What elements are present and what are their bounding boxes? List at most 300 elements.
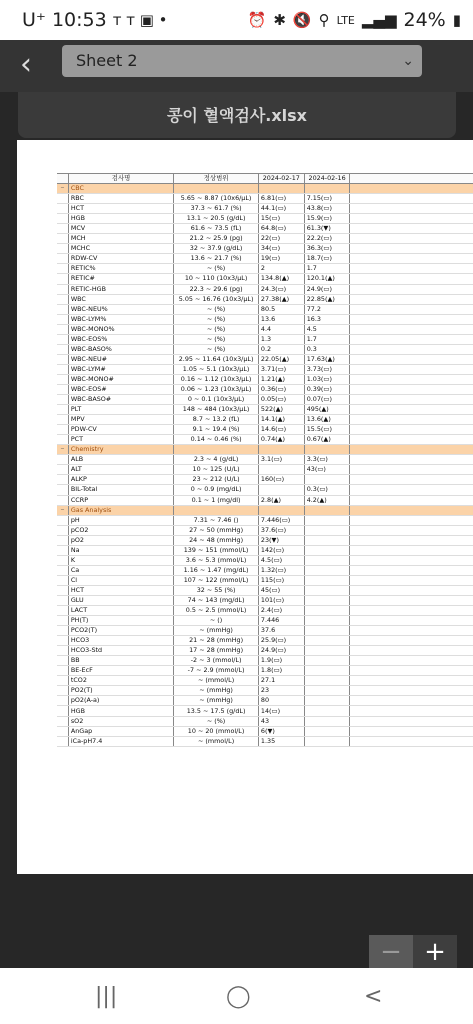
- cell-test-name[interactable]: WBC-NEU#: [68, 354, 173, 364]
- recents-button[interactable]: |||: [95, 984, 118, 1009]
- cell-date-2[interactable]: 17.63(▲): [304, 354, 350, 364]
- cell-date-1[interactable]: 27.1: [258, 676, 304, 686]
- row-gutter: [57, 646, 68, 656]
- cell-normal-range[interactable]: 3.6 ~ 5.3 (mmol/L): [174, 555, 259, 565]
- cell-normal-range[interactable]: ~ (%): [174, 344, 259, 354]
- status-bar: [0, 0, 473, 40]
- row-gutter: [57, 384, 68, 394]
- cell-normal-range[interactable]: [174, 505, 259, 515]
- cell-test-name[interactable]: BB: [68, 656, 173, 666]
- cell-test-name[interactable]: Ca: [68, 565, 173, 575]
- table-row: [57, 595, 473, 605]
- cell-date-1[interactable]: 44.1(▭): [258, 204, 304, 214]
- table-row: [57, 666, 473, 676]
- row-gutter: [57, 344, 68, 354]
- table-row: [57, 264, 473, 274]
- cell-test-name[interactable]: HCO3-Std: [68, 646, 173, 656]
- cell-normal-range[interactable]: ~ (mmol/L): [174, 676, 259, 686]
- cell-test-name[interactable]: HGB: [68, 706, 173, 716]
- cell-normal-range[interactable]: 10 ~ 20 (mmol/L): [174, 726, 259, 736]
- cell-normal-range[interactable]: ~ (mmol/L): [174, 736, 259, 746]
- row-gutter: [57, 234, 68, 244]
- cell-normal-range[interactable]: 61.6 ~ 73.5 (fL): [174, 224, 259, 234]
- row-gutter: [57, 696, 68, 706]
- cell-date-2[interactable]: 61.3(▼): [304, 224, 350, 234]
- cell-date-2[interactable]: [304, 525, 350, 535]
- cell-normal-range[interactable]: 0.06 ~ 1.23 (10x3/μL): [174, 384, 259, 394]
- cell-date-1[interactable]: 115(▭): [258, 575, 304, 585]
- zoom-out-button[interactable]: −: [369, 935, 413, 971]
- cell-test-name[interactable]: PCT: [68, 435, 173, 445]
- cell-date-1[interactable]: 80.5: [258, 304, 304, 314]
- row-gutter: [57, 224, 68, 234]
- cell-normal-range[interactable]: 7.31 ~ 7.46 (): [174, 515, 259, 525]
- cell-normal-range[interactable]: ~ (mmHg): [174, 626, 259, 636]
- cell-date-2[interactable]: 0.67(▲): [304, 435, 350, 445]
- table-row: [57, 395, 473, 405]
- cell-test-name[interactable]: MPV: [68, 415, 173, 425]
- chevron-down-icon: ⌄: [402, 53, 414, 69]
- cell-date-2[interactable]: [304, 565, 350, 575]
- cell-date-1[interactable]: 2: [258, 264, 304, 274]
- cell-date-1[interactable]: 0.74(▲): [258, 435, 304, 445]
- cell-date-2[interactable]: [304, 184, 350, 194]
- header-date-1: 2024-02-17: [258, 174, 304, 184]
- cell-normal-range[interactable]: ~ (%): [174, 314, 259, 324]
- cell-date-2[interactable]: [304, 666, 350, 676]
- cell-date-1[interactable]: 134.8(▲): [258, 274, 304, 284]
- cell-date-1[interactable]: 0.2: [258, 344, 304, 354]
- cell-date-2[interactable]: 495(▲): [304, 405, 350, 415]
- row-gutter: [57, 455, 68, 465]
- table-row: [57, 435, 473, 445]
- cell-date-2[interactable]: [304, 535, 350, 545]
- cell-normal-range[interactable]: 13.5 ~ 17.5 (g/dL): [174, 706, 259, 716]
- table-row: [57, 294, 473, 304]
- cell-test-name[interactable]: MCHC: [68, 244, 173, 254]
- cell-test-name[interactable]: PCO2(T): [68, 626, 173, 636]
- cell-normal-range[interactable]: 21 ~ 28 (mmHg): [174, 636, 259, 646]
- cell-test-name[interactable]: WBC-LYM%: [68, 314, 173, 324]
- cell-test-name[interactable]: HCT: [68, 204, 173, 214]
- cell-normal-range[interactable]: 22.3 ~ 29.6 (pg): [174, 284, 259, 294]
- cell-normal-range[interactable]: 10 ~ 125 (U/L): [174, 465, 259, 475]
- cell-normal-range[interactable]: ~ (mmHg): [174, 696, 259, 706]
- cell-date-2[interactable]: 15.5(▭): [304, 425, 350, 435]
- cell-date-2[interactable]: [304, 656, 350, 666]
- cell-normal-range[interactable]: -7 ~ 2.9 (mmol/L): [174, 666, 259, 676]
- cell-test-name[interactable]: PH(T): [68, 616, 173, 626]
- cell-test-name[interactable]: ALT: [68, 465, 173, 475]
- cell-date-1[interactable]: 4.4: [258, 324, 304, 334]
- cell-date-2[interactable]: [304, 626, 350, 636]
- row-gutter: [57, 736, 68, 746]
- cell-normal-range[interactable]: 0.16 ~ 1.12 (10x3/μL): [174, 374, 259, 384]
- sheet-page[interactable]: [17, 140, 473, 874]
- cell-date-2[interactable]: 13.6(▲): [304, 415, 350, 425]
- cell-normal-range[interactable]: 2.95 ~ 11.64 (10x3/μL): [174, 354, 259, 364]
- cell-date-2[interactable]: 18.7(▭): [304, 254, 350, 264]
- row-gutter: [57, 284, 68, 294]
- table-row: [57, 254, 473, 264]
- cell-date-2[interactable]: 15.9(▭): [304, 214, 350, 224]
- cell-date-2[interactable]: [304, 636, 350, 646]
- cell-test-name[interactable]: WBC-EOS%: [68, 334, 173, 344]
- cell-normal-range[interactable]: 0 ~ 0.1 (10x3/μL): [174, 395, 259, 405]
- cell-date-2[interactable]: [304, 726, 350, 736]
- cell-normal-range[interactable]: 32 ~ 37.9 (g/dL): [174, 244, 259, 254]
- cell-test-name[interactable]: RETIC-HGB: [68, 284, 173, 294]
- cell-date-1[interactable]: 14.1(▲): [258, 415, 304, 425]
- table-row: [57, 585, 473, 595]
- cell-normal-range[interactable]: ~ (): [174, 616, 259, 626]
- cell-normal-range[interactable]: 13.6 ~ 21.7 (%): [174, 254, 259, 264]
- cell-date-1[interactable]: [258, 184, 304, 194]
- cell-date-1[interactable]: 1.8(▭): [258, 666, 304, 676]
- collapse-toggle[interactable]: −: [57, 184, 68, 194]
- cell-date-1[interactable]: 24.3(▭): [258, 284, 304, 294]
- cell-date-2[interactable]: 0.07(▭): [304, 395, 350, 405]
- cell-date-1[interactable]: 22(▭): [258, 234, 304, 244]
- collapse-toggle[interactable]: −: [57, 505, 68, 515]
- cell-test-name[interactable]: Cl: [68, 575, 173, 585]
- cell-date-1[interactable]: 7.446: [258, 616, 304, 626]
- cell-date-1[interactable]: 19(▭): [258, 254, 304, 264]
- cell-test-name[interactable]: Na: [68, 545, 173, 555]
- carrier-label: U⁺: [22, 9, 46, 31]
- table-row: [57, 405, 473, 415]
- cell-date-2[interactable]: [304, 706, 350, 716]
- cell-normal-range[interactable]: 107 ~ 122 (mmol/L): [174, 575, 259, 585]
- cell-date-1[interactable]: 43: [258, 716, 304, 726]
- cell-test-name[interactable]: Chemistry: [68, 445, 173, 455]
- cell-test-name[interactable]: CBC: [68, 184, 173, 194]
- row-gutter: [57, 254, 68, 264]
- cell-normal-range[interactable]: 5.65 ~ 8.87 (10x6/μL): [174, 194, 259, 204]
- cell-date-1[interactable]: 23: [258, 686, 304, 696]
- table-row: [57, 646, 473, 656]
- cell-date-1[interactable]: [258, 485, 304, 495]
- section-row: [57, 445, 473, 455]
- cell-test-name[interactable]: WBC-EOS#: [68, 384, 173, 394]
- cell-date-2[interactable]: [304, 646, 350, 656]
- cell-date-2[interactable]: [304, 475, 350, 485]
- row-gutter: [57, 716, 68, 726]
- cell-date-2[interactable]: [304, 575, 350, 585]
- cell-normal-range[interactable]: ~ (%): [174, 334, 259, 344]
- cell-date-2[interactable]: [304, 545, 350, 555]
- cell-normal-range[interactable]: 24 ~ 48 (mmHg): [174, 535, 259, 545]
- cell-date-1[interactable]: [258, 465, 304, 475]
- row-gutter: [57, 575, 68, 585]
- cell-date-1[interactable]: 7.446(▭): [258, 515, 304, 525]
- table-row: [57, 455, 473, 465]
- cell-date-2[interactable]: 0.3(▭): [304, 485, 350, 495]
- row-gutter: [57, 204, 68, 214]
- cell-test-name[interactable]: WBC-BASO#: [68, 395, 173, 405]
- file-title-bar: [18, 92, 456, 138]
- table-row: [57, 515, 473, 525]
- cell-date-2[interactable]: 1.7: [304, 334, 350, 344]
- cell-date-1[interactable]: 37.6(▭): [258, 525, 304, 535]
- table-row: [57, 314, 473, 324]
- cell-test-name[interactable]: WBC-BASO%: [68, 344, 173, 354]
- cell-normal-range[interactable]: -2 ~ 3 (mmol/L): [174, 656, 259, 666]
- table-row: [57, 575, 473, 585]
- cell-date-1[interactable]: 15(▭): [258, 214, 304, 224]
- cell-date-1[interactable]: 4.5(▭): [258, 555, 304, 565]
- cell-date-1[interactable]: [258, 505, 304, 515]
- cell-normal-range[interactable]: 17 ~ 28 (mmHg): [174, 646, 259, 656]
- cell-date-1[interactable]: [258, 445, 304, 455]
- cell-date-2[interactable]: 7.15(▭): [304, 194, 350, 204]
- cell-date-2[interactable]: 3.3(▭): [304, 455, 350, 465]
- cell-date-2[interactable]: [304, 445, 350, 455]
- cell-normal-range[interactable]: 10 ~ 110 (10x3/μL): [174, 274, 259, 284]
- cell-date-1[interactable]: 3.1(▭): [258, 455, 304, 465]
- cell-test-name[interactable]: ALB: [68, 455, 173, 465]
- cell-normal-range[interactable]: ~ (%): [174, 324, 259, 334]
- cell-date-1[interactable]: 2.8(▲): [258, 495, 304, 505]
- cell-date-1[interactable]: 24.9(▭): [258, 646, 304, 656]
- cell-date-2[interactable]: 16.3: [304, 314, 350, 324]
- cell-test-name[interactable]: RETIC#: [68, 274, 173, 284]
- cell-date-1[interactable]: 160(▭): [258, 475, 304, 485]
- table-row: [57, 726, 473, 736]
- back-button[interactable]: [12, 48, 40, 82]
- cell-normal-range[interactable]: 0.5 ~ 2.5 (mmol/L): [174, 606, 259, 616]
- cell-test-name[interactable]: WBC-MONO%: [68, 324, 173, 334]
- cell-normal-range[interactable]: 148 ~ 484 (10x3/μL): [174, 405, 259, 415]
- cell-date-2[interactable]: [304, 676, 350, 686]
- cell-normal-range[interactable]: [174, 445, 259, 455]
- cell-test-name[interactable]: iCa-pH7.4: [68, 736, 173, 746]
- cell-normal-range[interactable]: 0 ~ 0.9 (mg/dL): [174, 485, 259, 495]
- table-row: [57, 686, 473, 696]
- cell-normal-range[interactable]: ~ (%): [174, 264, 259, 274]
- cell-normal-range[interactable]: 9.1 ~ 19.4 (%): [174, 425, 259, 435]
- cell-date-1[interactable]: 23(▼): [258, 535, 304, 545]
- cell-date-1[interactable]: 34(▭): [258, 244, 304, 254]
- cell-normal-range[interactable]: 2.3 ~ 4 (g/dL): [174, 455, 259, 465]
- cell-date-2[interactable]: [304, 686, 350, 696]
- cell-test-name[interactable]: pO2(A-a): [68, 696, 173, 706]
- row-gutter: [57, 425, 68, 435]
- cell-date-2[interactable]: [304, 736, 350, 746]
- row-gutter: [57, 354, 68, 364]
- cell-date-2[interactable]: [304, 505, 350, 515]
- header-test-name: 검사명: [68, 174, 173, 184]
- cell-test-name[interactable]: RBC: [68, 194, 173, 204]
- row-gutter: [57, 666, 68, 676]
- cell-test-name[interactable]: MCH: [68, 234, 173, 244]
- cell-test-name[interactable]: RDW-CV: [68, 254, 173, 264]
- cell-normal-range[interactable]: ~ (%): [174, 304, 259, 314]
- cell-date-1[interactable]: 6.81(▭): [258, 194, 304, 204]
- nav-back-button[interactable]: <: [364, 984, 383, 1009]
- table-row: [57, 716, 473, 726]
- cell-date-2[interactable]: 120.1(▲): [304, 274, 350, 284]
- cell-date-2[interactable]: [304, 585, 350, 595]
- zoom-in-button[interactable]: +: [413, 935, 457, 971]
- table-row: [57, 495, 473, 505]
- bluetooth-icon: ✱: [273, 11, 286, 29]
- table-row: [57, 214, 473, 224]
- cell-test-name[interactable]: HGB: [68, 214, 173, 224]
- cell-date-1[interactable]: 25.9(▭): [258, 636, 304, 646]
- cell-date-1[interactable]: 0.36(▭): [258, 384, 304, 394]
- cell-date-2[interactable]: [304, 515, 350, 525]
- cell-normal-range[interactable]: 5.05 ~ 16.76 (10x3/μL): [174, 294, 259, 304]
- cell-test-name[interactable]: WBC: [68, 294, 173, 304]
- cell-normal-range[interactable]: 74 ~ 143 (mg/dL): [174, 595, 259, 605]
- cell-test-name[interactable]: MCV: [68, 224, 173, 234]
- table-row: [57, 706, 473, 716]
- table-row: [57, 606, 473, 616]
- cell-test-name[interactable]: pH: [68, 515, 173, 525]
- cell-date-2[interactable]: 3.73(▭): [304, 364, 350, 374]
- cell-date-1[interactable]: 6(▼): [258, 726, 304, 736]
- cell-normal-range[interactable]: 8.7 ~ 13.2 (fL): [174, 415, 259, 425]
- cell-normal-range[interactable]: [174, 184, 259, 194]
- cell-normal-range[interactable]: 27 ~ 50 (mmHg): [174, 525, 259, 535]
- cell-test-name[interactable]: pO2: [68, 535, 173, 545]
- cell-normal-range[interactable]: 1.05 ~ 5.1 (10x3/μL): [174, 364, 259, 374]
- row-gutter: [57, 726, 68, 736]
- cell-date-1[interactable]: 0.05(▭): [258, 395, 304, 405]
- cell-test-name[interactable]: PLT: [68, 405, 173, 415]
- cell-test-name[interactable]: Gas Analysis: [68, 505, 173, 515]
- cell-normal-range[interactable]: 0.14 ~ 0.46 (%): [174, 435, 259, 445]
- cell-normal-range[interactable]: 13.1 ~ 20.5 (g/dL): [174, 214, 259, 224]
- cell-date-1[interactable]: 45(▭): [258, 585, 304, 595]
- cell-date-1[interactable]: 1.35: [258, 736, 304, 746]
- cell-date-1[interactable]: 1.21(▲): [258, 374, 304, 384]
- cell-normal-range[interactable]: 37.3 ~ 61.7 (%): [174, 204, 259, 214]
- cell-test-name[interactable]: BE-EcF: [68, 666, 173, 676]
- table-row: [57, 334, 473, 344]
- row-gutter: [57, 616, 68, 626]
- cell-test-name[interactable]: tCO2: [68, 676, 173, 686]
- row-gutter: [57, 314, 68, 324]
- cell-date-1[interactable]: 1.9(▭): [258, 656, 304, 666]
- cell-test-name[interactable]: RETIC%: [68, 264, 173, 274]
- cell-test-name[interactable]: GLU: [68, 595, 173, 605]
- cell-test-name[interactable]: WBC-NEU%: [68, 304, 173, 314]
- cell-date-1[interactable]: 3.71(▭): [258, 364, 304, 374]
- sheet-selector[interactable]: [62, 45, 422, 77]
- cell-date-2[interactable]: 1.7: [304, 264, 350, 274]
- cell-date-1[interactable]: 80: [258, 696, 304, 706]
- cell-date-2[interactable]: 22.85(▲): [304, 294, 350, 304]
- cell-date-1[interactable]: 14(▭): [258, 706, 304, 716]
- cell-date-2[interactable]: [304, 595, 350, 605]
- cell-normal-range[interactable]: ~ (%): [174, 716, 259, 726]
- cell-date-2[interactable]: 43(▭): [304, 465, 350, 475]
- cell-test-name[interactable]: PO2(T): [68, 686, 173, 696]
- cell-normal-range[interactable]: 0.1 ~ 1 (mg/dl): [174, 495, 259, 505]
- cell-test-name[interactable]: PDW-CV: [68, 425, 173, 435]
- table-row: [57, 234, 473, 244]
- cell-date-2[interactable]: 36.3(▭): [304, 244, 350, 254]
- cell-test-name[interactable]: sO2: [68, 716, 173, 726]
- cell-test-name[interactable]: WBC-MONO#: [68, 374, 173, 384]
- cell-test-name[interactable]: BIL-Total: [68, 485, 173, 495]
- row-gutter: [57, 324, 68, 334]
- cell-date-2[interactable]: [304, 606, 350, 616]
- cell-test-name[interactable]: K: [68, 555, 173, 565]
- cell-date-2[interactable]: 22.2(▭): [304, 234, 350, 244]
- cell-date-1[interactable]: 27.38(▲): [258, 294, 304, 304]
- row-gutter: [57, 274, 68, 284]
- row-gutter: [57, 626, 68, 636]
- cell-date-1[interactable]: 14.6(▭): [258, 425, 304, 435]
- table-row: [57, 676, 473, 686]
- cell-test-name[interactable]: AnGap: [68, 726, 173, 736]
- cell-date-2[interactable]: 77.2: [304, 304, 350, 314]
- cell-normal-range[interactable]: 32 ~ 55 (%): [174, 585, 259, 595]
- cell-date-1[interactable]: 522(▲): [258, 405, 304, 415]
- cell-normal-range[interactable]: 139 ~ 151 (mmol/L): [174, 545, 259, 555]
- cell-date-2[interactable]: 0.39(▭): [304, 384, 350, 394]
- cell-test-name[interactable]: WBC-LYM#: [68, 364, 173, 374]
- table-row: [57, 626, 473, 636]
- table-row: [57, 465, 473, 475]
- row-gutter: [57, 686, 68, 696]
- header-date-2: 2024-02-16: [304, 174, 350, 184]
- cell-date-2[interactable]: 1.03(▭): [304, 374, 350, 384]
- cell-date-1[interactable]: 101(▭): [258, 595, 304, 605]
- cell-date-2[interactable]: [304, 616, 350, 626]
- cell-date-2[interactable]: [304, 696, 350, 706]
- cell-date-1[interactable]: 1.32(▭): [258, 565, 304, 575]
- cell-date-1[interactable]: 64.8(▭): [258, 224, 304, 234]
- cell-date-1[interactable]: 13.6: [258, 314, 304, 324]
- cell-test-name[interactable]: pCO2: [68, 525, 173, 535]
- cell-normal-range[interactable]: ~ (mmHg): [174, 686, 259, 696]
- cell-date-1[interactable]: 1.3: [258, 334, 304, 344]
- cell-date-1[interactable]: 22.05(▲): [258, 354, 304, 364]
- cell-date-1[interactable]: 37.6: [258, 626, 304, 636]
- cell-date-2[interactable]: 4.5: [304, 324, 350, 334]
- cell-date-2[interactable]: 4.2(▲): [304, 495, 350, 505]
- row-gutter: [57, 395, 68, 405]
- cell-date-2[interactable]: [304, 716, 350, 726]
- home-button[interactable]: ◯: [226, 984, 251, 1009]
- alarm-icon: ⏰: [247, 11, 267, 29]
- cell-date-2[interactable]: 0.3: [304, 344, 350, 354]
- cell-date-2[interactable]: 43.8(▭): [304, 204, 350, 214]
- cell-date-1[interactable]: 2.4(▭): [258, 606, 304, 616]
- signal-icon: ▂▄▆: [361, 11, 397, 29]
- cell-test-name[interactable]: ALKP: [68, 475, 173, 485]
- cell-test-name[interactable]: CCRP: [68, 495, 173, 505]
- cell-normal-range[interactable]: 21.2 ~ 25.9 (pg): [174, 234, 259, 244]
- cell-date-1[interactable]: 142(▭): [258, 545, 304, 555]
- row-gutter: [57, 485, 68, 495]
- table-row: [57, 244, 473, 254]
- row-gutter: [57, 495, 68, 505]
- table-row: [57, 736, 473, 746]
- cell-normal-range[interactable]: 23 ~ 212 (U/L): [174, 475, 259, 485]
- cell-test-name[interactable]: LACT: [68, 606, 173, 616]
- collapse-toggle[interactable]: −: [57, 445, 68, 455]
- cell-normal-range[interactable]: 1.16 ~ 1.47 (mg/dL): [174, 565, 259, 575]
- cell-date-2[interactable]: [304, 555, 350, 565]
- cell-date-2[interactable]: 24.9(▭): [304, 284, 350, 294]
- cell-test-name[interactable]: HCT: [68, 585, 173, 595]
- cell-test-name[interactable]: HCO3: [68, 636, 173, 646]
